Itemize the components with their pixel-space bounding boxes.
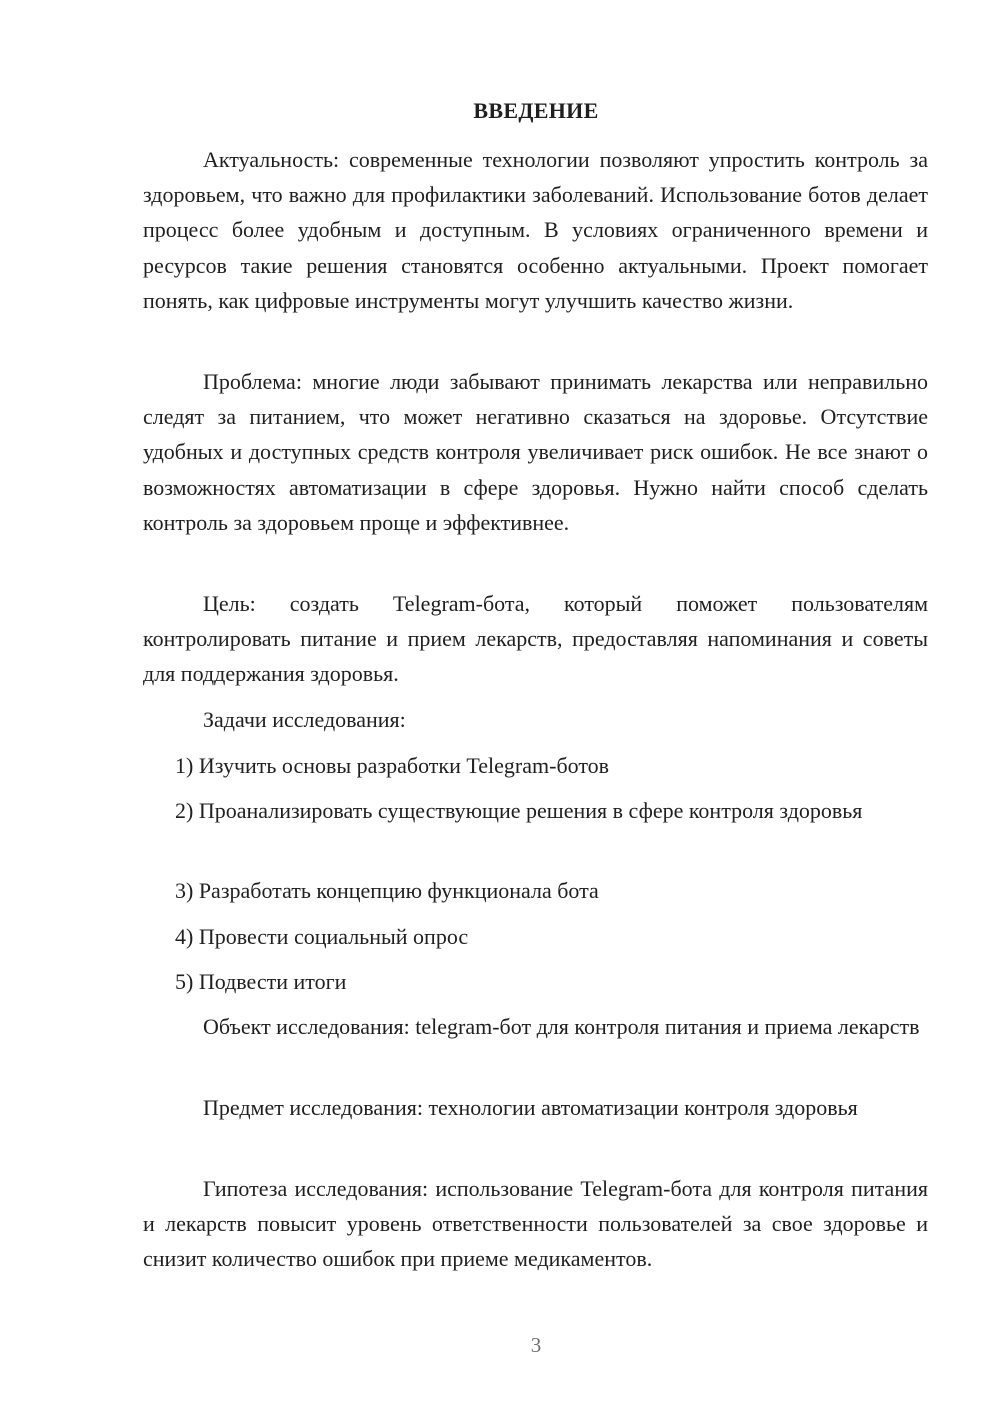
task-item-4: 4) Провести социальный опрос <box>175 924 469 949</box>
paragraph-subject: Предмет исследования: технологии автоматизации контроля здоровья <box>203 1095 858 1120</box>
task-item-1: 1) Изучить основы разработки Telegram-ботов <box>175 753 610 778</box>
tasks-title: Задачи исследования: <box>203 707 406 732</box>
page-number: 3 <box>530 1333 542 1357</box>
task-item-2: 2) Проанализировать существующие решения в сфере контроля здоровья <box>175 798 863 823</box>
paragraph-problem: Проблема: многие люди забывают принимать лекарства или неправильно следят за питанием, что может негативно сказаться на здоровье. Отсутствие удобных и доступных средств контроля увеличивает риск ошибок. Не все знают о возможностях автоматизации в сфере здоровья. Нужно найти способ сделать контроль за здоровьем проще и эффективнее. <box>143 369 928 535</box>
paragraph-goal: Цель: создать Telegram-бота, который поможет пользователям контролировать питание и прием лекарств, предоставляя напоминания и советы для поддержания здоровья. <box>143 591 928 687</box>
task-item-3: 3) Разработать концепцию функционала бота <box>175 878 599 903</box>
task-item-5: 5) Подвести итоги <box>175 969 347 994</box>
paragraph-object: Объект исследования: telegram-бот для контроля питания и приема лекарств <box>203 1014 920 1039</box>
page-title: ВВЕДЕНИЕ <box>473 98 599 123</box>
paragraph-relevance: Актуальность: современные технологии позволяют упростить контроль за здоровьем, что важно для профилактики заболеваний. Использование ботов делает процесс более удобным и доступным. В условиях ограниченного времени и ресурсов такие решения становятся особенно актуальными. Проект помогает понять, как цифровые инструменты могут улучшить качество жизни. <box>143 147 928 313</box>
paragraph-hypothesis: Гипотеза исследования: использование Telegram-бота для контроля питания и лекарств повысит уровень ответственности пользователей за свое здоровье и снизит количество ошибок при приеме медикаментов. <box>143 1176 928 1272</box>
